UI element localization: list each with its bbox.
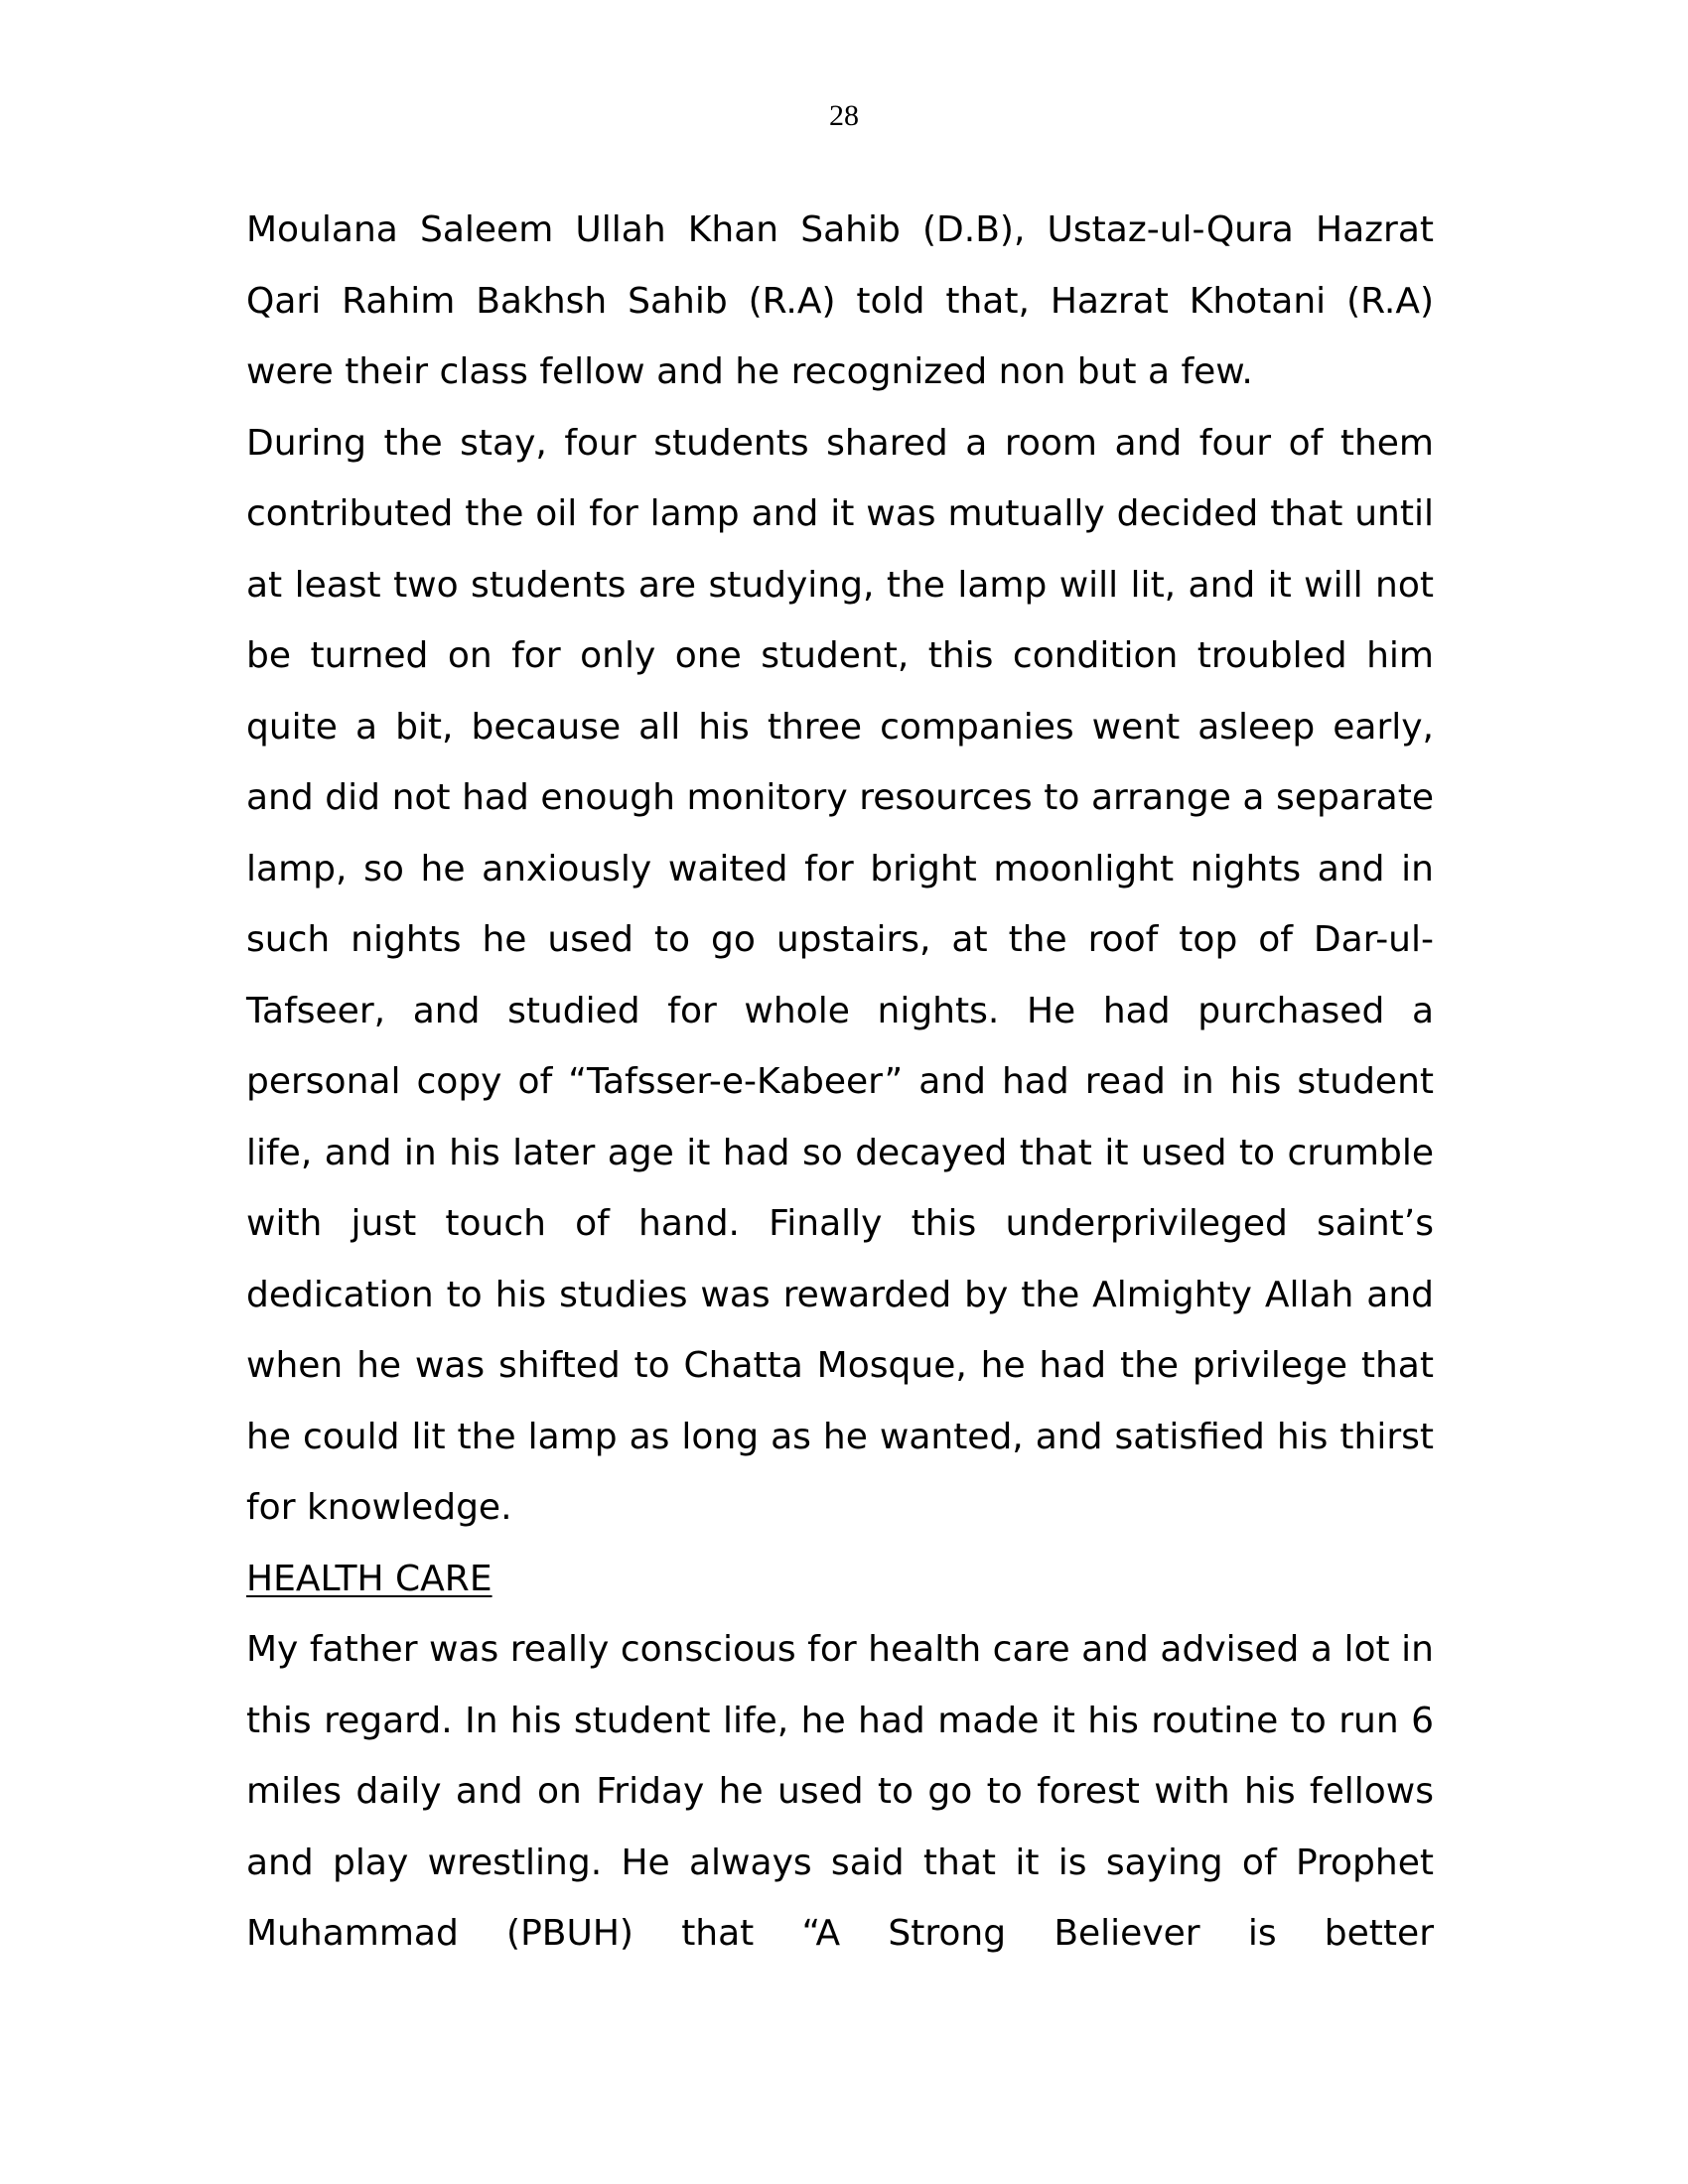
paragraph-lamp-story: During the stay, four students shared a room and four of them contributed the oil for lamp and it was mutually decided that until at least two students are studying, the lamp will lit, and it will not be turned on for only one student, this condition troubled him quite a bit, because all his three companies went asleep early, and did not had enough monitory resources to arrange a separate lamp, so he anxiously waited for bright moonlight nights and in such nights he used to go upstairs, at the roof top of Dar-ul-Tafseer, and studied for whole nights. He had purchased a personal copy of “Tafsser-e-Kabeer” and had read in his student life, and in his later age it had so decayed that it used to crumble with just touch of hand. Finally this underprivileged saint’s dedication to his studies was rewarded by the Almighty Allah and when he was shifted to Chatta Mosque, he had the privilege that he could lit the lamp as long as he wanted, and satisfied his thirst for knowledge.	[246, 422, 1434, 1528]
section-heading-health-care: HEALTH CARE	[246, 1558, 492, 1599]
body-text	[246, 195, 1434, 1970]
paragraph-health-care: My father was really conscious for health care and advised a lot in this regard. In his student life, he had made it his routine to run 6 miles daily and on Friday he used to go to forest with his fellows and play wrestling. He always said that it is saying of Prophet Muhammad (PBUH) that “A Strong Believer is better	[246, 1629, 1434, 1954]
page-number: 28	[829, 99, 859, 132]
paragraph-class-fellows: Moulana Saleem Ullah Khan Sahib (D.B), Ustaz-ul-Qura Hazrat Qari Rahim Bakhsh Sahib (R.A) told that, Hazrat Khotani (R.A) were their class fellow and he recognized non but a few.	[246, 209, 1434, 392]
